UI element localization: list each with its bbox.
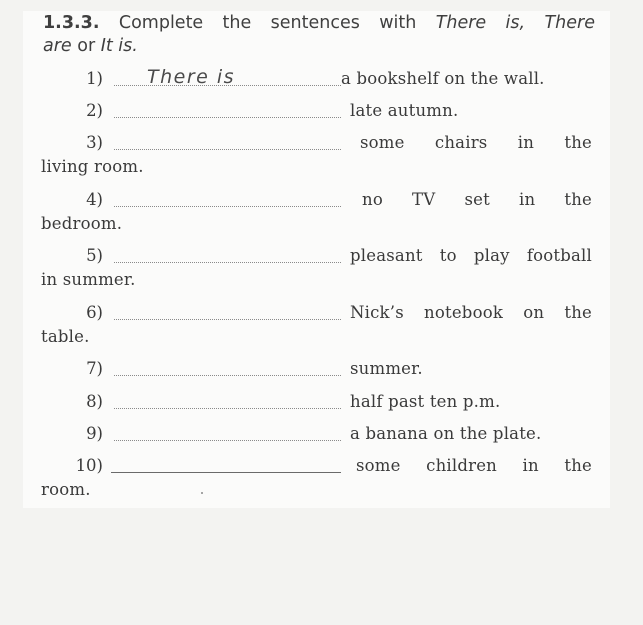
answer-blank-2[interactable] — [114, 117, 341, 118]
option-there-are-part2: are — [43, 36, 72, 56]
sentence-rest-5: pleasant to play football — [350, 246, 592, 265]
item-number: 3) — [86, 133, 103, 152]
answer-blank-5[interactable] — [114, 262, 341, 263]
answer-blank-7[interactable] — [114, 375, 341, 376]
exercise-number: 1.3.3. — [43, 13, 100, 33]
item-number: 4) — [86, 190, 103, 209]
item-number: 8) — [86, 392, 103, 411]
item-number: 5) — [86, 246, 103, 265]
worksheet-page — [23, 11, 610, 508]
item-number: 9) — [86, 424, 103, 443]
instruction-text: Complete the sentences with — [118, 13, 436, 33]
option-there-is: There is, — [435, 13, 526, 33]
option-there-are-part1: There — [544, 13, 595, 33]
sentence-rest-6: Nick’s notebook on the — [350, 303, 592, 322]
sentence-continuation-3: living room. — [41, 157, 144, 176]
sentence-rest-8: half past ten p.m. — [350, 392, 501, 411]
speck-mark — [201, 492, 203, 494]
option-it-is: It is. — [100, 36, 138, 56]
answer-blank-9[interactable] — [114, 440, 341, 441]
item-number: 10) — [75, 456, 103, 475]
sentence-continuation-6: table. — [41, 327, 90, 346]
answer-blank-4[interactable] — [114, 206, 341, 207]
sentence-rest-10: some children in the — [356, 456, 592, 475]
sentence-rest-4: no TV set in the — [362, 190, 592, 209]
answer-blank-6[interactable] — [114, 319, 341, 320]
exercise-instruction — [43, 12, 595, 58]
answer-blank-8[interactable] — [114, 408, 341, 409]
handwritten-answer-1: There is — [147, 66, 236, 88]
item-number: 6) — [86, 303, 103, 322]
item-number: 2) — [86, 101, 103, 120]
answer-blank-3[interactable] — [114, 149, 341, 150]
sentence-rest-3: some chairs in the — [360, 133, 592, 152]
sentence-continuation-4: bedroom. — [41, 214, 123, 233]
item-number: 7) — [86, 359, 103, 378]
sentence-continuation-5: in summer. — [41, 270, 136, 289]
sentence-rest-1: a bookshelf on the wall. — [341, 69, 545, 88]
or-word: or — [71, 36, 101, 56]
sentence-continuation-10: room. — [41, 480, 91, 499]
sentence-rest-9: a banana on the plate. — [350, 424, 542, 443]
sentence-rest-2: late autumn. — [350, 101, 459, 120]
sentence-rest-7: summer. — [350, 359, 423, 378]
item-number: 1) — [86, 69, 103, 88]
answer-blank-10[interactable] — [111, 472, 341, 473]
